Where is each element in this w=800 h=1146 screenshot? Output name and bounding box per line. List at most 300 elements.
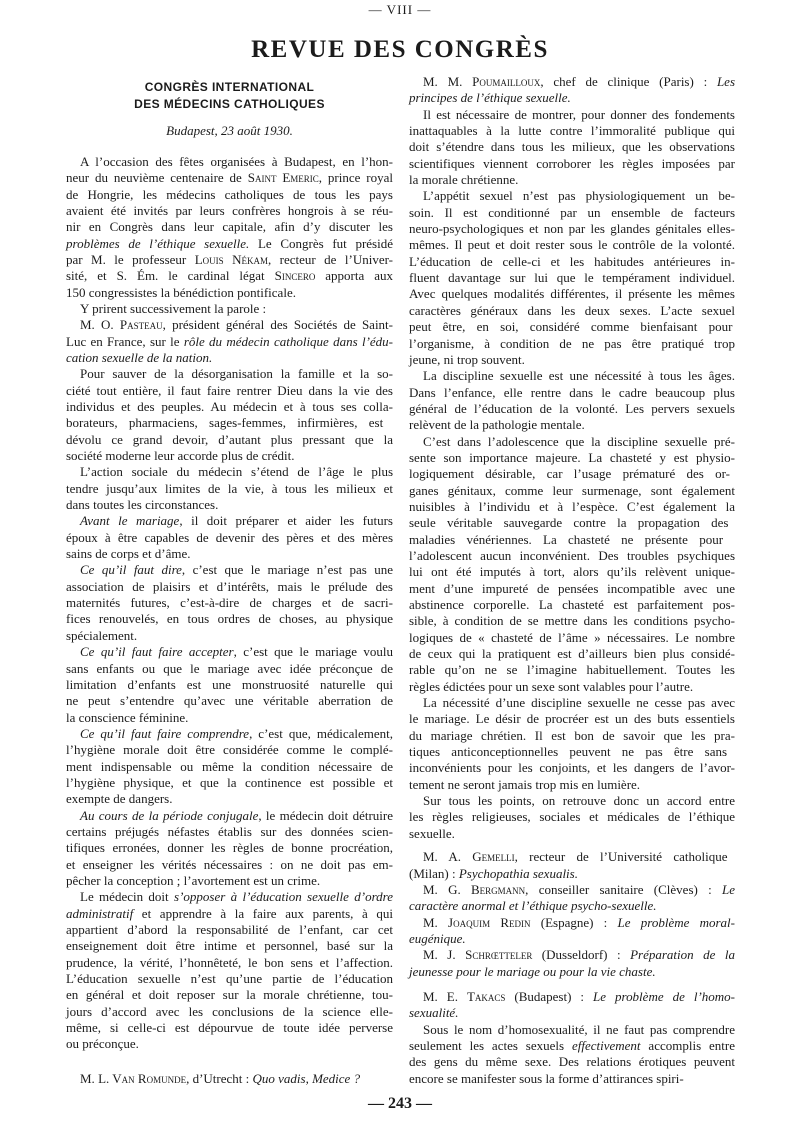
text-line: [66, 530, 393, 546]
italic-text: effectivement: [571, 1037, 641, 1053]
text-run: scientifiques viennent corroborer les règles imposées par: [409, 155, 735, 171]
paragraph: [66, 464, 393, 513]
text-line: [409, 188, 735, 204]
text-run: Pour sauver de la désorganisation la famille et la so-: [80, 366, 393, 382]
italic-text: Psychopathia sexualis.: [458, 865, 578, 881]
text-line: [66, 889, 393, 905]
text-run: et enseigner les vérités nécessaires : on ne doit pas em-: [66, 856, 393, 872]
text-run: 150 congressistes la bénédiction pontificale.: [66, 284, 296, 300]
text-run: (Espagne) :: [530, 914, 618, 930]
text-run: en général et doit reposer sur la morale chrétienne, tou-: [66, 987, 393, 1003]
text-line: [66, 987, 393, 1003]
text-run: peut être, en soi, considéré comme bienfaisant pour: [409, 319, 733, 335]
text-line: [409, 254, 735, 270]
person-name: Takacs: [466, 988, 506, 1004]
paragraph: [66, 726, 393, 808]
paragraph: [409, 947, 735, 980]
text-line: [66, 268, 393, 284]
text-line: [409, 532, 735, 548]
text-line: [66, 236, 393, 252]
paragraph: [66, 317, 393, 366]
text-run: M. E.: [423, 988, 467, 1004]
text-run: seulement les actes sexuels: [409, 1037, 572, 1053]
text-run: La discipline sexuelle est une nécessité à tous les âges.: [423, 368, 735, 384]
text-line: [409, 286, 735, 302]
paragraph: [409, 107, 735, 189]
paragraph: [409, 793, 735, 842]
text-run: de Hongrie, les médecins catholiques de tous les pays: [66, 186, 393, 202]
text-line: [409, 74, 735, 90]
text-line: [66, 742, 393, 758]
text-run: , conseiller sanitaire (Clèves) :: [525, 881, 722, 897]
text-run: La nécessité d’une discipline sexuelle ne cesse pas avec: [423, 695, 735, 711]
text-line: [409, 172, 735, 188]
text-run: , d’Utrecht :: [186, 1070, 253, 1086]
text-line: [409, 793, 735, 809]
text-line: [66, 497, 393, 513]
text-line: [409, 728, 735, 744]
italic-text: Préparation de la: [630, 947, 735, 963]
paragraph: [66, 513, 393, 562]
text-run: fluent davantage sur lui que le tempérament individuel.: [409, 270, 735, 286]
text-line: [409, 368, 735, 384]
text-run: seule véritable sauvegarde contre la propagation des: [409, 515, 729, 531]
text-line: [409, 450, 735, 466]
person-name: Schrœtteler: [465, 947, 533, 963]
text-line: [409, 662, 735, 678]
text-line: [409, 499, 735, 515]
text-line: [66, 415, 393, 431]
text-run: certains préjugés néfastes établis sur des données scien-: [66, 823, 393, 839]
text-line: [66, 1036, 393, 1052]
text-run: l’organisme, à condition de ne pas être pratiqué trop: [409, 335, 735, 351]
paragraph: [409, 434, 735, 696]
text-run: ment d’une impureté de pensées incompatible avec une: [409, 580, 735, 596]
paragraph: [66, 889, 393, 1052]
text-line: [409, 679, 735, 695]
text-line: [66, 759, 393, 775]
text-run: M.: [423, 914, 449, 930]
text-run: limitation d’enfants est une monstruosité naturelle qui: [66, 676, 393, 692]
person-name: Pasteau: [119, 317, 163, 333]
paragraph: [409, 695, 735, 793]
text-run: relèvent de la pathologie mentale.: [409, 417, 585, 433]
text-line: [66, 857, 393, 873]
text-run: ment indispensable ou même la condition nécessaire de: [66, 758, 393, 774]
left-column-section: [66, 154, 393, 1053]
text-line: [66, 611, 393, 627]
text-run: enseignement doit être intime et personnel, basé sur la: [66, 938, 393, 954]
congress-heading: [66, 79, 393, 113]
text-run: , prince royal: [318, 170, 393, 186]
italic-text: jeunesse pour le mariage ou pour la vie chaste.: [409, 963, 656, 979]
text-line: [66, 448, 393, 464]
text-run: Le médecin doit: [80, 889, 175, 905]
text-run: de ceux qui la pratiquent est d’ailleurs bien plus considé-: [409, 646, 735, 662]
text-run: Sur tous les points, on retrouve donc un accord entre: [423, 793, 735, 809]
text-line: [66, 285, 393, 301]
text-line: [409, 237, 735, 253]
text-line: [409, 581, 735, 597]
text-run: prudence, la vérité, l’honnêteté, le bon sens et l’affection.: [66, 954, 393, 970]
paragraph: [409, 188, 735, 368]
text-run: , chef de clinique (Paris) :: [540, 74, 717, 89]
text-line: [409, 352, 735, 368]
text-run: général de l’éducation de la volonté. Les pervers sexuels: [409, 400, 735, 416]
text-line: [409, 777, 735, 793]
text-run: l’hygiène physique, et que la continence est possible et: [66, 774, 393, 790]
text-run: sité, et S. Ém. le cardinal légat: [66, 268, 275, 284]
left-column-body: [66, 154, 393, 1087]
text-run: avaient été invités par leurs confrères hongrois à se réu-: [66, 202, 393, 218]
text-line: [409, 826, 735, 842]
person-name: L. Van Romunde: [98, 1070, 187, 1086]
text-line: [66, 301, 393, 317]
text-run: , c’est que, médicalement,: [249, 725, 393, 741]
italic-text: problèmes de l’éthique sexuelle.: [66, 235, 250, 251]
text-run: ciété tout entière, il faut faire rentrer Dieu dans la vie des: [66, 382, 393, 398]
text-line: [66, 399, 393, 415]
text-line: [409, 139, 735, 155]
text-line: [409, 548, 735, 564]
italic-text: Quo vadis, Medice ?: [252, 1070, 361, 1086]
text-line: [66, 366, 393, 382]
text-line: [66, 252, 393, 268]
person-name: Gemelli: [472, 849, 515, 865]
paragraph: [409, 368, 735, 433]
text-run: neur du neuvième centenaire de: [66, 170, 248, 186]
text-run: jours d’accord avec les conclusions de la science elle-: [66, 1003, 393, 1019]
italic-text: caractère anormal et l’éthique psycho-sexuelle.: [409, 898, 657, 914]
text-run: Y prirent successivement la parole :: [80, 300, 267, 316]
text-line: [66, 513, 393, 529]
text-run: tement ne seront jamais trop mis en lumière.: [409, 776, 641, 792]
text-run: M. A.: [423, 849, 473, 865]
text-line: [409, 319, 735, 335]
text-line: [409, 989, 735, 1005]
journal-section-title: REVUE DES CONGRÈS: [251, 36, 549, 63]
text-run: tifiques erronées, donner les règles de bonne procréation,: [66, 840, 393, 856]
text-line: [409, 760, 735, 776]
text-line: [409, 417, 735, 433]
person-name: Louis Nékam: [194, 251, 268, 267]
text-run: du mariage chrétien. Il est bon de savoir que les pra-: [409, 727, 735, 743]
paragraph: [409, 74, 735, 107]
text-run: la morale chrétienne.: [409, 172, 519, 188]
paragraph: [66, 1071, 393, 1087]
text-run: exempte de dangers.: [66, 791, 173, 807]
text-run: Le Congrès fut présidé: [249, 235, 393, 251]
italic-text: principes de l’éthique sexuelle.: [409, 90, 571, 106]
text-line: [409, 107, 735, 123]
text-line: [66, 546, 393, 562]
text-line: [66, 1071, 393, 1087]
text-run: époux à être capables de devenir des pères et des mères: [66, 529, 393, 545]
text-line: [66, 726, 393, 742]
text-run: sans enfants ou que le mariage avec idée préconçue de: [66, 660, 393, 676]
text-line: [409, 221, 735, 237]
text-line: [409, 931, 735, 947]
text-run: appartient d’abord la responsabilité de l’enfant, car cet: [66, 922, 393, 937]
text-run: sible, à condition de se mettre dans les conditions psycho-: [409, 613, 735, 629]
paragraph: [409, 849, 735, 882]
text-line: [409, 156, 735, 172]
text-run: règles édictées pour un sexe sont valables pour l’autre.: [409, 678, 694, 694]
text-line: [66, 693, 393, 709]
text-line: [66, 791, 393, 807]
text-line: [409, 898, 735, 914]
text-run: société moderne leur accorde plus de crédit.: [66, 448, 295, 464]
italic-text: Ce qu’il faut dire: [80, 562, 182, 578]
text-line: [409, 882, 735, 898]
text-run: mêmes. Il peut et doit rester sous le contrôle de la volonté.: [409, 237, 735, 253]
italic-text: rôle du médecin catholique dans l’édu-: [183, 333, 393, 349]
text-line: [66, 873, 393, 889]
text-line: [409, 336, 735, 352]
text-line: [409, 964, 735, 980]
left-column-section: [66, 1071, 393, 1087]
text-line: [66, 219, 393, 235]
text-run: ganes génitaux, comme leur surmenage, sont également: [409, 482, 735, 498]
text-run: A l’occasion des fêtes organisées à Budapest, en l’hon-: [80, 153, 393, 169]
person-name: Poumailloux: [472, 74, 541, 89]
text-run: (Milan) :: [409, 865, 459, 881]
text-line: [409, 401, 735, 417]
text-run: sexuelle.: [409, 825, 455, 841]
text-line: [66, 971, 393, 987]
text-line: [409, 434, 735, 450]
text-run: C’est dans l’adolescence que la discipline sexuelle pré-: [423, 433, 735, 449]
text-run: M. O.: [80, 317, 120, 333]
text-run: sente son importance majeure. La chasteté y est physio-: [409, 449, 735, 465]
text-run: neuro-psychologiques et non par les glandes génitales elles-: [409, 221, 735, 237]
text-run: soin. Il est conditionné par un ensemble de facteurs: [409, 204, 735, 220]
person-name: Sincero: [274, 268, 316, 284]
text-line: [66, 677, 393, 693]
text-run: dans toutes les circonstances.: [66, 497, 219, 513]
text-run: inconvénients pour les conjoints, et les dangers de l’avor-: [409, 760, 735, 776]
text-line: [66, 350, 393, 366]
text-line: [66, 595, 393, 611]
italic-text: Ce qu’il faut faire accepter: [80, 644, 234, 660]
text-run: le mariage. Le désir de procréer est un des buts essentiels: [409, 711, 735, 727]
text-line: [409, 915, 735, 931]
text-run: rable qu’on ne se l’imagine habituellement. Toutes les: [409, 662, 735, 678]
italic-text: Le problème moral-: [617, 914, 735, 930]
text-line: [409, 849, 735, 865]
congress-heading-line: CONGRÈS INTERNATIONAL: [144, 80, 315, 94]
italic-text: administratif: [66, 905, 134, 921]
text-run: ne peut s’entendre qu’avec une véritable aberration de: [66, 693, 393, 709]
text-run: caractères généraux dans les deux sexes. L’acte sexuel: [409, 302, 735, 318]
text-run: et apprendre à la faire aux parents, à qui: [133, 905, 393, 921]
italic-text: s’opposer à l’éducation sexuelle d’ordre: [174, 889, 393, 905]
text-run: jeune, ni trop souvent.: [409, 351, 525, 367]
person-name: Joaquim Redin: [448, 914, 531, 930]
text-run: tendre jusqu’aux limites de la vie, à tous les milieux et: [66, 480, 393, 496]
text-line: [66, 383, 393, 399]
right-column-section: [409, 989, 735, 1087]
text-line: [409, 90, 735, 106]
text-line: [66, 481, 393, 497]
right-column: [409, 74, 735, 1087]
text-line: [409, 1022, 735, 1038]
text-run: pêcher la conception ; l’avortement est un crime.: [66, 872, 321, 888]
text-line: [66, 808, 393, 824]
text-run: apporta aux: [315, 268, 393, 284]
text-run: la conscience féminine.: [66, 709, 189, 725]
dateline: Budapest, 23 août 1930.: [166, 123, 293, 138]
text-line: [409, 385, 735, 401]
italic-text: cation sexuelle de la nation.: [66, 349, 213, 365]
text-line: [66, 154, 393, 170]
text-run: association de plaisirs et d’intérêts, mais le prélude des: [66, 578, 393, 594]
text-run: les règles religieuses, sociales et médicales de l’éthique: [409, 809, 735, 825]
text-run: par M. le professeur: [66, 251, 195, 267]
text-run: (Budapest) :: [505, 988, 594, 1004]
text-line: [66, 432, 393, 448]
page-number: — 243 —: [368, 1095, 432, 1112]
text-run: abstinence corporelle. La chasteté est parfaitement pos-: [409, 597, 735, 612]
italic-text: Au cours de la période conjugale: [80, 807, 259, 823]
italic-text: Les: [716, 74, 735, 89]
text-line: [409, 205, 735, 221]
text-line: [409, 1054, 735, 1070]
text-line: [409, 695, 735, 711]
text-line: [409, 466, 735, 482]
text-line: [66, 775, 393, 791]
text-run: maternités futures, c’est-à-dire de charges et de sacri-: [66, 595, 393, 611]
text-line: [66, 955, 393, 971]
paragraph: [66, 154, 393, 301]
text-line: [409, 613, 735, 629]
text-run: lui ont été imputés à tort, alors qu’ils relèvent unique-: [409, 564, 735, 580]
text-run: Il est nécessaire de montrer, pour donner des fondements: [423, 106, 735, 122]
text-line: [409, 809, 735, 825]
text-line: [66, 1020, 393, 1036]
paragraph: [409, 989, 735, 1022]
left-column: [66, 79, 393, 1087]
text-run: l’hygiène morale doit être considérée comme le complé-: [66, 742, 393, 758]
text-run: doit s’étendre dans tous les milieux, que les observations: [409, 139, 735, 155]
text-run: même, si celle-ci est dépourvue de toute idée perverse: [66, 1020, 393, 1036]
text-run: inattaquables à la lutte contre l’immoralité publique qui: [409, 123, 735, 139]
text-run: Dans l’enfance, elle rentre dans le cadre beaucoup plus: [409, 384, 735, 400]
italic-text: Le: [722, 881, 735, 897]
text-run: accomplis entre: [640, 1037, 735, 1053]
text-run: tiques anticonceptionnelles peuvent ne pas être sans: [409, 744, 728, 760]
text-line: [66, 644, 393, 660]
text-line: [66, 1004, 393, 1020]
text-line: [66, 710, 393, 726]
text-run: spécialement.: [66, 627, 138, 643]
italic-text: Avant le mariage: [80, 513, 180, 529]
text-line: [409, 303, 735, 319]
text-line: [66, 840, 393, 856]
right-column-body: [409, 74, 735, 1087]
text-line: [409, 123, 735, 139]
paragraph: [409, 882, 735, 915]
right-column-section: [409, 74, 735, 842]
text-run: borateurs, pharmaciens, sages-femmes, infirmières, est: [66, 415, 384, 431]
text-run: Avec quelques modalités différentes, il présente les mêmes: [409, 286, 735, 302]
text-line: [66, 922, 393, 938]
text-line: [66, 906, 393, 922]
text-run: Sous le nom d’homosexualité, il ne faut pas comprendre: [423, 1021, 735, 1037]
italic-text: Ce qu’il faut faire comprendre: [80, 725, 250, 741]
paragraph: [409, 1022, 735, 1087]
text-line: [409, 515, 735, 531]
text-run: nir en Congrès dans leur capitale, afin d’y discuter les: [66, 219, 393, 235]
text-run: dévolu ce grand devoir, d’autant plus pressant que la: [66, 431, 393, 447]
text-line: [409, 947, 735, 963]
text-run: , le médecin doit détruire: [258, 807, 393, 823]
text-run: , il doit préparer et aider les futurs: [179, 513, 393, 529]
text-line: [409, 483, 735, 499]
paragraph: [409, 915, 735, 948]
right-column-section: [409, 849, 735, 980]
paragraph: [66, 808, 393, 890]
text-run: M.: [80, 1070, 99, 1086]
text-run: fices renouvelés, en tous ordres de choses, au physique: [66, 611, 393, 627]
text-line: [66, 824, 393, 840]
text-line: [409, 597, 735, 613]
text-line: [409, 1005, 735, 1021]
person-name: Saint Emeric: [247, 170, 319, 186]
text-line: [409, 1038, 735, 1054]
paragraph: [66, 301, 393, 317]
text-line: [409, 866, 735, 882]
italic-text: eugénique.: [409, 930, 466, 946]
text-line: [66, 334, 393, 350]
text-line: [409, 1071, 735, 1087]
congress-heading-line: DES MÉDECINS CATHOLIQUES: [134, 97, 325, 111]
text-line: [409, 564, 735, 580]
text-line: [66, 661, 393, 677]
text-run: individus et des peuples. Au médecin et à tous ses colla-: [66, 399, 393, 414]
text-run: Luc en France, sur le: [66, 333, 184, 349]
text-line: [409, 646, 735, 662]
paragraph: [66, 366, 393, 464]
text-run: sains de corps et d’âme.: [66, 546, 191, 562]
italic-text: sexualité.: [409, 1005, 459, 1021]
text-line: [66, 317, 393, 333]
text-run: L’éducation sexuelle n’est qu’une partie de l’éducation: [66, 971, 393, 987]
text-run: encore se manifester sous la forme d’attirances spiri-: [409, 1070, 684, 1086]
text-run: , recteur de l’Université catholique: [514, 849, 728, 865]
text-line: [66, 579, 393, 595]
text-line: [66, 562, 393, 578]
text-line: [66, 464, 393, 480]
text-run: L’action sociale du médecin s’étend de l’âge le plus: [80, 464, 393, 480]
paragraph: [66, 644, 393, 726]
text-line: [66, 938, 393, 954]
text-run: M. J.: [423, 947, 466, 963]
text-line: [66, 170, 393, 186]
text-run: L’appétit sexuel n’est pas physiologiquement un be-: [423, 188, 735, 204]
text-line: [409, 270, 735, 286]
text-line: [66, 203, 393, 219]
text-run: M. G.: [423, 881, 471, 897]
italic-text: Le problème de l’homo-: [593, 988, 735, 1004]
text-line: [66, 187, 393, 203]
text-line: [409, 711, 735, 727]
text-run: M. M.: [423, 74, 473, 89]
text-run: , président général des Sociétés de Saint-: [162, 317, 393, 333]
text-run: nuisibles à l’individu et à l’espèce. C’est également la: [409, 498, 735, 514]
text-run: logiquement désirable, car l’usage prématuré des or-: [409, 466, 730, 482]
text-line: [409, 630, 735, 646]
